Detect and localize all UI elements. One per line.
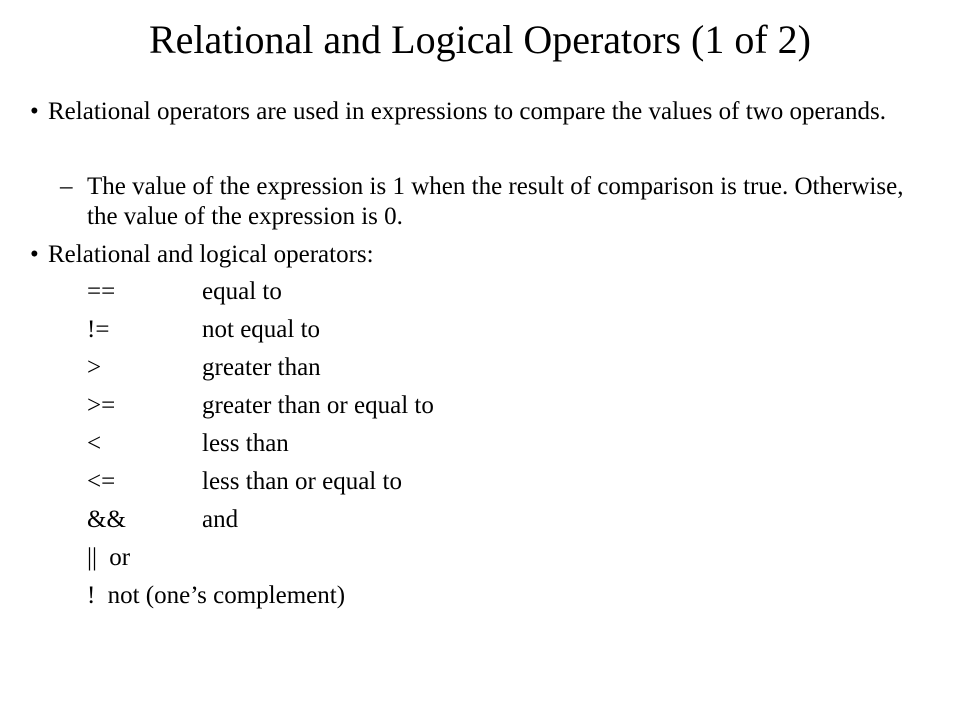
bullet-relational-intro: [30, 97, 920, 127]
sub-bullet-text: The value of the expression is 1 when the result of comparison is true. Otherwise, the value of the expression is 0.: [87, 173, 904, 230]
bullet-marker: •: [30, 241, 39, 268]
operator-description: greater than or equal to: [202, 392, 434, 419]
operator-symbol: !=: [87, 316, 110, 343]
operator-description: and: [202, 506, 239, 533]
operator-description: not equal to: [202, 316, 321, 343]
sub-bullet-marker: –: [60, 173, 73, 200]
operator-row-not: [87, 581, 345, 611]
bullet-operators-heading: [30, 240, 920, 270]
operator-row-or: [87, 543, 130, 573]
operator-description: greater than: [202, 354, 321, 381]
operator-symbol: ||: [87, 544, 98, 571]
operator-symbol: <=: [87, 468, 116, 495]
operator-symbol: >=: [87, 392, 116, 419]
operator-description: or: [109, 544, 131, 571]
operator-symbol: >: [87, 354, 102, 381]
bullet-text: Relational and logical operators:: [48, 241, 374, 268]
operator-symbol: <: [87, 430, 102, 457]
bullet-text: Relational operators are used in expressions to compare the values of two operands.: [48, 98, 886, 125]
operator-description: not (one’s complement): [107, 582, 346, 609]
slide-title: Relational and Logical Operators (1 of 2): [149, 17, 811, 62]
operator-symbol: &&: [87, 506, 126, 533]
operator-symbol: !: [87, 582, 96, 609]
operator-description: less than: [202, 430, 289, 457]
operator-symbol: ==: [87, 278, 116, 305]
sub-bullet-expression-value: [60, 172, 920, 232]
operator-description: equal to: [202, 278, 282, 305]
bullet-marker: •: [30, 98, 39, 125]
operator-description: less than or equal to: [202, 468, 402, 495]
